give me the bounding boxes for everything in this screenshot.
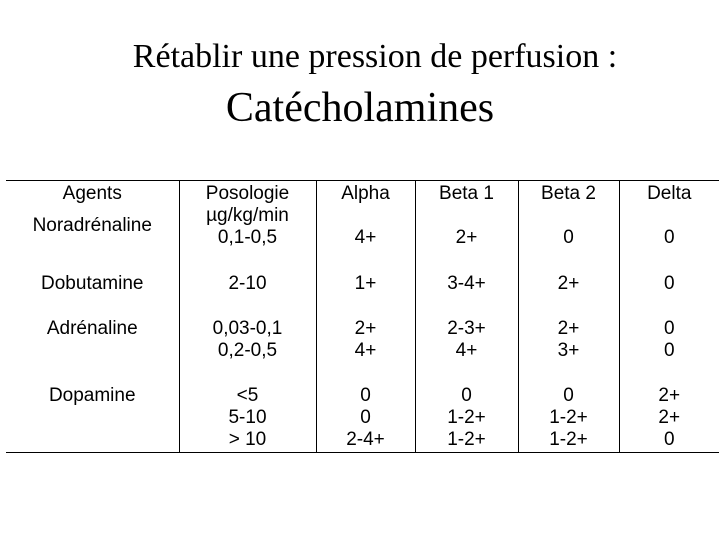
alpha-cell <box>316 227 415 273</box>
alpha-cell <box>316 273 415 318</box>
beta1-value: 2-3+ <box>447 318 486 339</box>
alpha-value: 0 <box>360 407 371 428</box>
beta2-value: 2+ <box>557 318 580 339</box>
slide-title: Rétablir une pression de perfusion : <box>132 38 618 75</box>
beta2-value: 1-2+ <box>549 407 588 428</box>
posology-value: 0,2-0,5 <box>217 340 278 361</box>
beta1-value: 2+ <box>455 227 478 248</box>
posology-value: > 10 <box>228 429 267 450</box>
table-row <box>6 227 719 273</box>
alpha-value: 2+ <box>354 318 377 339</box>
table-row <box>6 385 719 453</box>
slide-subtitle: Catécholamines <box>225 85 495 131</box>
delta-value: 0 <box>663 318 675 339</box>
beta1-value: 1-2+ <box>447 429 486 450</box>
beta1-cell <box>415 273 518 318</box>
agent-name: Dopamine <box>48 385 136 406</box>
beta2-value: 0 <box>563 385 574 406</box>
posology-cell <box>179 385 316 453</box>
alpha-value: 0 <box>360 385 371 406</box>
delta-value: 2+ <box>658 385 681 406</box>
beta2-cell <box>518 227 619 273</box>
header-posology-label: Posologie <box>205 183 290 204</box>
alpha-value: 2-4+ <box>346 429 385 450</box>
beta2-cell <box>518 273 619 318</box>
agent-name: Dobutamine <box>41 273 144 294</box>
alpha-value: 4+ <box>354 340 377 361</box>
beta2-value: 1-2+ <box>549 429 588 450</box>
delta-cell <box>619 318 719 385</box>
beta2-value: 2+ <box>557 273 580 294</box>
delta-value: 0 <box>663 273 675 294</box>
header-agents: Agents <box>62 183 122 204</box>
header-posology <box>179 181 316 228</box>
beta1-value: 0 <box>461 385 472 406</box>
delta-cell <box>619 273 719 318</box>
posology-value: <5 <box>236 385 259 406</box>
posology-cell <box>179 273 316 318</box>
header-posology-unit: µg/kg/min <box>206 205 289 226</box>
catecholamines-table <box>6 180 719 453</box>
header-alpha: Alpha <box>316 181 415 228</box>
delta-value: 2+ <box>658 407 681 428</box>
table-row <box>6 273 719 318</box>
alpha-value: 4+ <box>354 227 377 248</box>
posology-cell <box>179 227 316 273</box>
posology-value: 0,1-0,5 <box>217 227 278 248</box>
beta1-value: 1-2+ <box>447 407 486 428</box>
posology-value: 0,03-0,1 <box>212 318 283 339</box>
posology-value: 5-10 <box>228 407 267 428</box>
header-delta: Delta <box>619 181 719 228</box>
posology-value: 2-10 <box>228 273 267 294</box>
beta2-value: 3+ <box>557 340 580 361</box>
header-beta1: Beta 1 <box>415 181 518 228</box>
agent-name: Adrénaline <box>46 318 138 339</box>
delta-value: 0 <box>663 429 675 450</box>
beta1-value: 4+ <box>455 340 478 361</box>
beta2-value: 0 <box>563 227 574 248</box>
agent-name: Noradrénaline <box>32 215 152 236</box>
delta-cell <box>619 227 719 273</box>
beta1-cell <box>415 227 518 273</box>
delta-value: 0 <box>663 227 675 248</box>
posology-cell <box>179 318 316 385</box>
table-row <box>6 318 719 385</box>
alpha-cell <box>316 318 415 385</box>
delta-cell <box>619 385 719 453</box>
alpha-value: 1+ <box>354 273 377 294</box>
delta-value: 0 <box>663 340 675 361</box>
beta1-value: 3-4+ <box>447 273 486 294</box>
header-beta2: Beta 2 <box>518 181 619 228</box>
beta1-cell <box>415 318 518 385</box>
beta1-cell <box>415 385 518 453</box>
alpha-cell <box>316 385 415 453</box>
beta2-cell <box>518 385 619 453</box>
beta2-cell <box>518 318 619 385</box>
